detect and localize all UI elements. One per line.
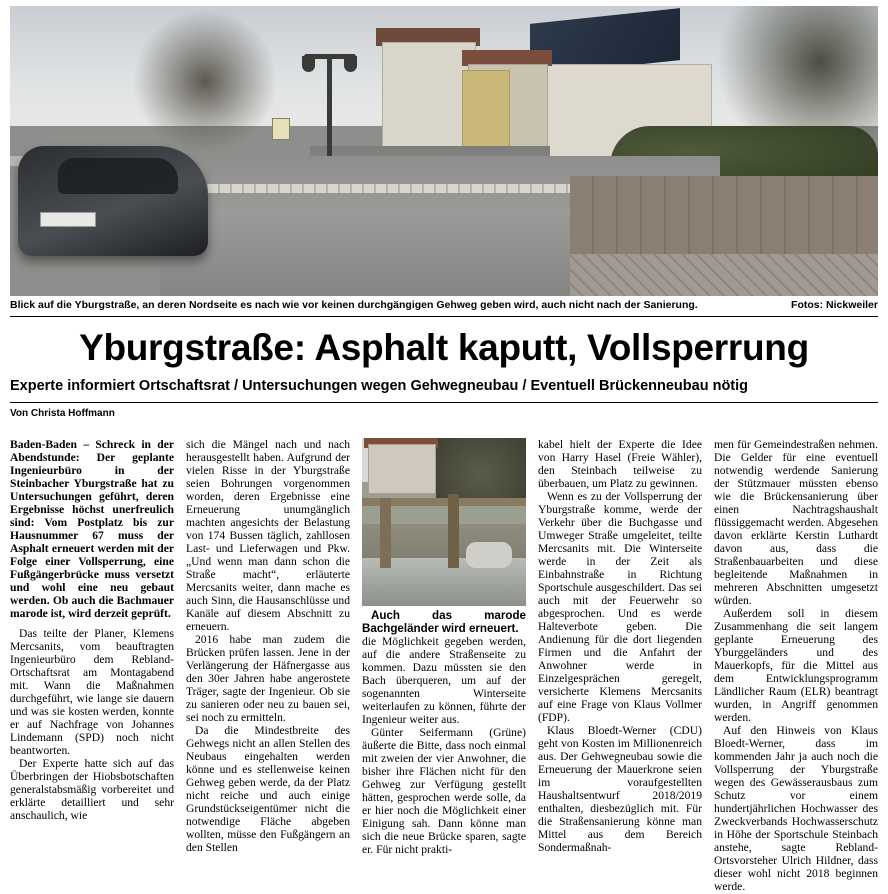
photo2-trees [436,438,526,498]
paragraph: Baden-Baden – Schreck in der Abendstunde: Der geplante Ingenieurbüro in der Steinbacher Yburgstraße hat zu Untersuchungen geführt, deren Ergebnisse höchst unerfreulich sind: Vom Postplatz bis zur Hausnummer 67 muss der Asphalt erneuert werden mit der Folge einer Vollsperrung, eine Fußgängerbrücke muss versetzt und wohl eine neu gebaut werden. Ob auch die Bachmauer marode ist, wird derzeit geprüft. [10,438,174,620]
paragraph: Das teilte der Planer, Klemens Mercsanits, vom beauftragten Ingenieurbüro dem Rebland-Ortschaftsrat am Montagabend mit. Wann die Maßnahmen durchgeführt, wie lange sie dauern und was sie kosten werden, konnte er auf Nachfrage von Johannes Lindemann (SPD) noch nicht beantworten. [10,627,174,757]
photo2-house [368,444,436,494]
paragraph: Außerdem soll in diesem Zusammenhang die seit langem geplante Erneuerung des Yburggeländers und des Mauerkopfs, für die Mittel aus dem Entwicklungsprogramm Ländlicher Raum (ELR) beantragt wurden, in Angriff genommen werden. [714,607,878,724]
street-lamp-icon [302,36,358,156]
main-photo [10,6,878,296]
paragraph: Wenn es zu der Vollsperrung der Yburgstraße komme, werde der Verkehr über die Buchgasse und Umweger Straße umgeleitet, teilte Mercsanits mit. Die Winterseite werde in der Zeit als Einbahnstraße in Richtung Sportschule ausgeschildert. Das sei auch mit der Feuerwehr so abgesprochen. Und es werde Halteverbote geben. Die Andienung für die dort liegenden Firmen und die Anfahrt der Anwohner werde in Einzelgesprächen geregelt, versicherte Klemens Mercsanits auf eine Frage von Klaus Vollmer (FDP). [538,490,702,724]
paragraph: die Möglichkeit gegeben werden, auf die andere Straßenseite zu kommen. Dazu müssten sie den Bach überqueren, um auf der sogenannten Winterseite weiterlaufen zu können, führte der Ingenieur weiter aus. [362,635,526,726]
secondary-photo-caption: Auch das marode Bachgeländer wird erneuert. [362,609,526,635]
paragraph: Der Experte hatte sich auf das Überbringen der Hiobsbotschaften generalstabsmäßig vorbereitet und erklärte detailliert und sehr anschaulich, wie [10,757,174,822]
car-license-plate [40,212,96,227]
photo-caption: Blick auf die Yburgstraße, an deren Nordseite es nach wie vor keinen durchgängigen Gehweg geben wird, auch nicht nach der Sanierung. [10,299,698,311]
photo2-stone [466,542,512,568]
article-columns [10,438,878,893]
byline: Von Christa Hoffmann [10,408,115,419]
column-2 [186,438,350,890]
paragraph: men für Gemeindestraßen nehmen. Die Gelder für eine eventuell notwendig werdende Sanierung der Stützmauer müssten ebenso wie die Brückensanierung über einen Nachtragshaushalt flüssiggemacht werden. Abgesehen davon erklärte Kerstin Luthardt davon aus, dass die Straßenbauarbeiten und diese begleitende Maßnahmen in mehreren Abschnitten umgesetzt würden. [714,438,878,607]
paragraph: Klaus Bloedt-Werner (CDU) geht von Kosten im Millionenreich aus. Der Gehwegneubau sowie die Erneuerung der Mauerkrone seien im voraufgestellten Haushaltsentwurf 2018/2019 enthalten, diesbezüglich mit. Für die Straßensanierung könne man Mittel aus dem Bereich Sondermaßnah- [538,724,702,854]
column-5 [714,438,878,893]
paragraph: sich die Mängel nach und nach herausgestellt haben. Aufgrund der vielen Risse in der Yburgstraße seien Bohrungen vorgenommen worden, deren Ergebnisse eine Erneuerung unumgänglich machten angesichts der Belastung von 174 Bussen täglich, zahllosen Last- und Lieferwagen und Pkw. „Und wenn man dann schon die Straße macht“, erläuterte Mercsanits weiter, dann mache es auch Sinn, die Hausanschlüsse und Kanäle auf diesem Abschnitt zu erneuern. [186,438,350,633]
photo-credit: Fotos: Nickweiler [791,299,878,311]
column-4 [538,438,702,890]
sidewalk [570,254,878,296]
divider-under-subhead [10,402,878,403]
column-1 [10,438,174,890]
kerb [160,184,580,193]
column-3 [362,438,526,890]
paragraph: Da die Mindestbreite des Gehwegs nicht an allen Stellen des Neubaus eingehalten werden könne und es stellenweise keinen Gehweg geben werde, da der Platz nicht reiche und auch einige Grundstückseigentümer nicht die notwendige Fläche abgeben wollten, müsse den Fußgängern an den Stellen [186,724,350,854]
tree-right [700,6,878,146]
paragraph: kabel hielt der Experte die Idee von Harry Hasel (Freie Wähler), den Steinbach teilweise zu überbauen, um Platz zu gewinnen. [538,438,702,490]
newspaper-page [0,6,888,894]
photo-caption-bar [10,299,878,312]
photo2-post-left [380,498,391,568]
subheadline: Experte informiert Ortschaftsrat / Untersuchungen wegen Gehwegneubau / Eventuell Brückenneubau nötig [10,378,749,394]
page-title: Yburgstraße: Asphalt kaputt, Vollsperrung [79,327,809,368]
street-sign [272,118,290,140]
tree-left [130,6,280,156]
paragraph: 2016 habe man zudem die Brücken prüfen lassen. Jene in der Verlängerung der Häfnergasse aus den 30er Jahren habe angerostete Träger, sagte der Ingenieur. Ob sie zu sanieren oder neu zu bauen sei, sei noch zu ermitteln. [186,633,350,724]
parked-car [18,146,208,256]
divider-top [10,316,878,317]
paragraph: Günter Seifermann (Grüne) äußerte die Bitte, dass noch einmal mit zweien der vier Anwohner, die bisher ihre Flächen nicht für den Gehweg zur Verfügung gestellt hätten, gesprochen werde solle, da er hier noch die Möglichkeit einer Einigung sah. Dann könne man sich die neue Brücke sparen, sagte er. Für nicht prakti- [362,726,526,856]
secondary-photo [362,438,526,606]
photo2-post-right [448,494,459,568]
car-window [58,158,178,194]
paragraph: Auf den Hinweis von Klaus Bloedt-Werner, dass im kommenden Jahr ja auch noch die Vollsperrung der Yburgstraße wegen des Gewässerausbaus zum Schutz vor einem hundertjährlichen Hochwasser des Zweckverbands Hochwasserschutz in Höhe der Sportschule Steinbach anstehe, sagte Rebland-Ortsvorsteher Ulrich Hildner, dass dieser wohl nicht 2018 beginnen werde. [714,724,878,893]
